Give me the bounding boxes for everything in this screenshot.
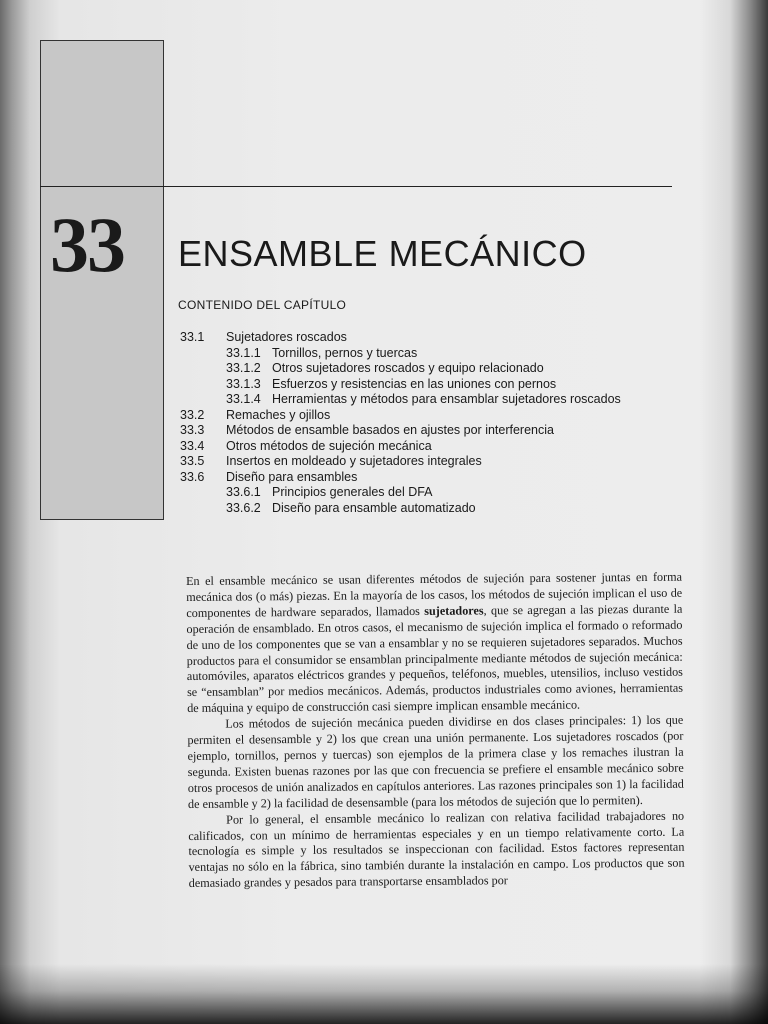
toc-text: Remaches y ojillos bbox=[226, 407, 331, 422]
toc-text: Tornillos, pernos y tuercas bbox=[272, 345, 418, 360]
toc-entry bbox=[180, 392, 650, 408]
toc-text: Insertos en moldeado y sujetadores integrales bbox=[226, 454, 482, 468]
toc-number: 33.6.2 bbox=[226, 500, 261, 515]
toc-number: 33.1.4 bbox=[226, 392, 261, 406]
toc-text: Principios generales del DFA bbox=[272, 485, 433, 499]
toc-entry bbox=[180, 346, 650, 362]
toc-number: 33.6 bbox=[180, 469, 205, 484]
toc-text: Diseño para ensambles bbox=[226, 469, 358, 484]
body-paragraph: Por lo general, el ensamble mecánico lo realizan con relativa facilidad trabajadores no calificados, con un mínimo de herramientas especiales y en un tiempo relativamente corto. La tecnología es simple y los resultados se inspeccionan con facilidad. Estos factores representan ventajas no sólo en la fábrica, sino también durante la instalación en campo. Los productos que son demasiado grandes y pesados para transportarse ensamblados por bbox=[188, 808, 685, 891]
bold-term: sujetadores bbox=[424, 603, 484, 618]
chapter-title: ENSAMBLE MECÁNICO bbox=[178, 233, 587, 274]
toc-entry bbox=[180, 361, 650, 377]
toc-number: 33.1.2 bbox=[226, 361, 261, 375]
toc-text: Otros métodos de sujeción mecánica bbox=[226, 438, 432, 453]
chapter-body bbox=[186, 570, 685, 892]
paragraph-text: , que se agregan a las piezas durante la operación de ensamblado. En otros casos, el mecanismo de sujeción implica el formado o reformado de uno de los componentes que se van a ensamblar y no se requieren sujetadores separados. Muchos productos para el consumidor se ensamblan principalmente mediante métodos de sujeción mecánica: automóviles, aparatos eléctricos grandes y pequeños, teléfonos, muebles, utensilios, incluso vestidos se “ensamblan” por medios mecánicos. Además, productos industriales como aviones, herramientas de máquina y equipo de construcción casi siempre implican ensamble mecánico. bbox=[186, 601, 684, 716]
chapter-number: 33 bbox=[50, 201, 124, 288]
toc-entry bbox=[180, 377, 650, 393]
toc-number: 33.4 bbox=[180, 438, 205, 453]
toc-entry bbox=[180, 439, 650, 455]
toc-entry bbox=[180, 470, 650, 486]
toc-entry bbox=[180, 501, 650, 517]
body-paragraph bbox=[186, 570, 683, 717]
toc-number: 33.1.3 bbox=[226, 376, 261, 391]
toc-text: Métodos de ensamble basados en ajustes por interferencia bbox=[226, 423, 554, 437]
body-paragraph: Los métodos de sujeción mecánica pueden dividirse en dos clases principales: 1) los que permiten el desensamble y 2) los que crean una unión permanente. Los sujetadores roscados (por ejemplo, tornillos, pernos y tuercas) son ejemplos de la primera clase y los remaches ilustran la segunda. Existen buenas razones por las que con frecuencia se prefiere el ensamble mecánico sobre otros procesos de unión analizados en capítulos anteriores. Las razones principales son 1) la facilidad de ensamble y 2) la facilidad de desensamble (para los métodos de sujeción que lo permiten). bbox=[187, 712, 684, 811]
toc-number: 33.2 bbox=[180, 407, 205, 422]
toc-entry bbox=[180, 330, 650, 346]
toc-text: Sujetadores roscados bbox=[226, 330, 347, 344]
toc-number: 33.1.1 bbox=[226, 345, 261, 360]
toc-text: Herramientas y métodos para ensamblar sujetadores roscados bbox=[272, 392, 621, 406]
table-of-contents bbox=[180, 330, 650, 516]
toc-number: 33.3 bbox=[180, 423, 205, 437]
toc-number: 33.6.1 bbox=[226, 485, 261, 499]
paragraph-text: En el ensamble mecánico se usan diferentes métodos de sujeción para sostener juntas en forma mecánica dos (o más) piezas. En la mayoría de los casos, los métodos de sujeción implican el uso de componentes de hardware separados, llamados bbox=[186, 569, 683, 620]
toc-entry bbox=[180, 408, 650, 424]
toc-entry bbox=[180, 485, 650, 501]
toc-entry bbox=[180, 454, 650, 470]
toc-text: Otros sujetadores roscados y equipo relacionado bbox=[272, 361, 544, 375]
toc-number: 33.1 bbox=[180, 330, 205, 344]
toc-entry bbox=[180, 423, 650, 439]
header-rule bbox=[40, 186, 672, 187]
toc-text: Esfuerzos y resistencias en las uniones con pernos bbox=[272, 376, 557, 391]
toc-number: 33.5 bbox=[180, 454, 205, 468]
contents-heading: CONTENIDO DEL CAPÍTULO bbox=[178, 298, 347, 312]
toc-text: Diseño para ensamble automatizado bbox=[272, 500, 476, 515]
page-shadow bbox=[0, 964, 768, 1024]
